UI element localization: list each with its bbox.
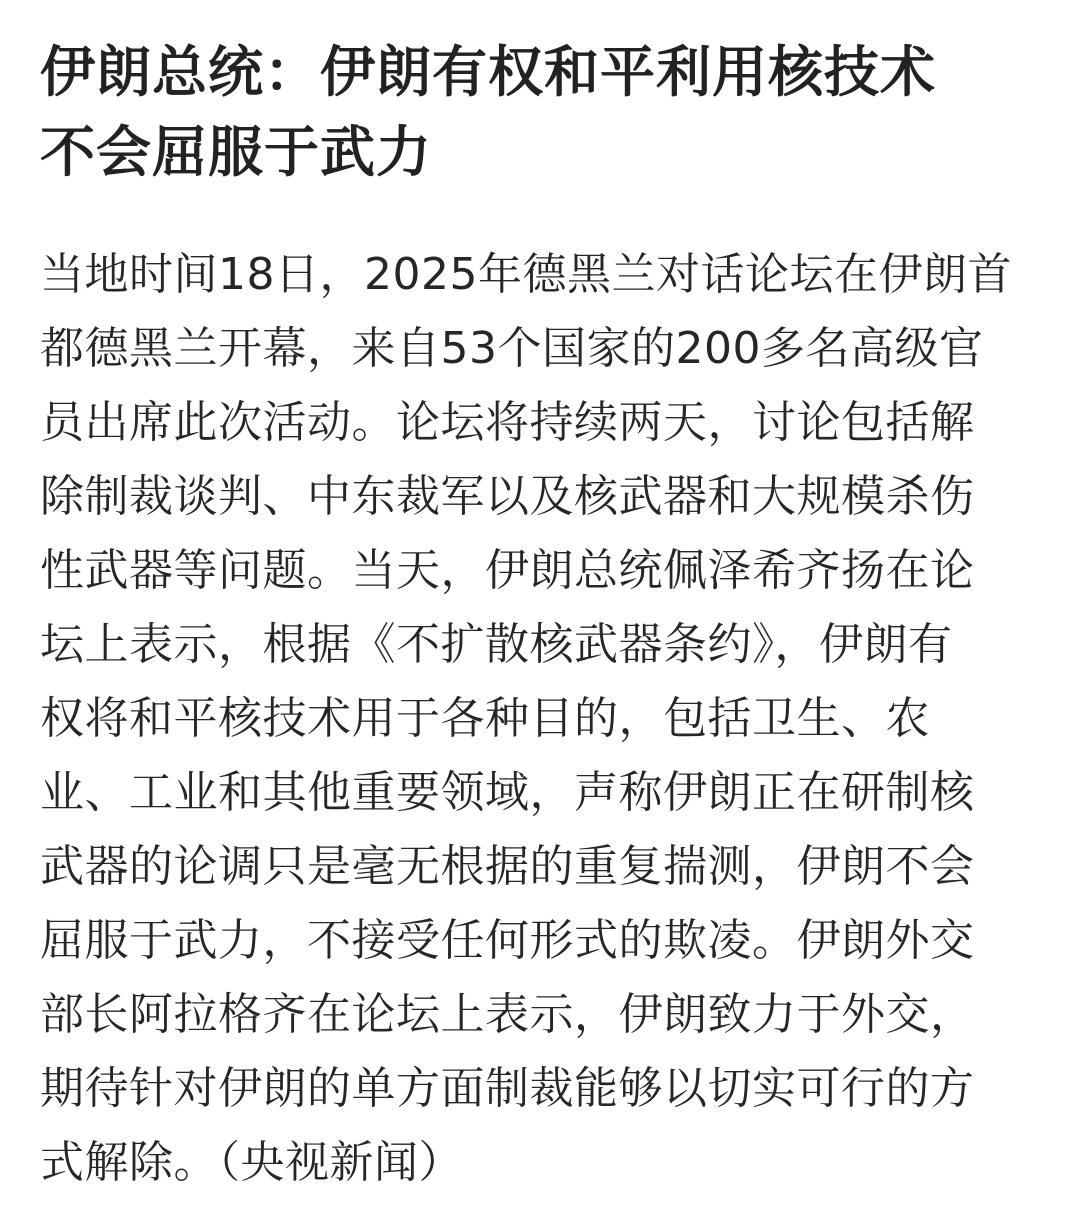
article-title [40, 32, 1044, 192]
article [40, 32, 1044, 1200]
body-line: 业、工业和其他重要领域，声称伊朗正在研制核 [40, 767, 975, 818]
body-line: 期待针对伊朗的单方面制裁能够以切实可行的方 [40, 1063, 975, 1114]
body-line: 屈服于武力，不接受任何形式的欺凌。伊朗外交 [40, 915, 975, 966]
body-line: 部长阿拉格齐在论坛上表示，伊朗致力于外交， [40, 989, 975, 1040]
title-line: 伊朗总统：伊朗有权和平利用核技术 [40, 40, 937, 104]
body-line: 权将和平核技术用于各种目的，包括卫生、农 [40, 693, 930, 744]
body-line: 当地时间18日，2025年德黑兰对话论坛在伊朗首 [40, 249, 1012, 300]
body-line: 式解除。（央视新闻） [40, 1137, 463, 1188]
body-line: 员出席此次活动。论坛将持续两天，讨论包括解 [40, 397, 975, 448]
body-line: 坛上表示，根据《不扩散核武器条约》，伊朗有 [40, 619, 953, 670]
body-line: 武器的论调只是毫无根据的重复揣测，伊朗不会 [40, 841, 975, 892]
body-line: 性武器等问题。当天，伊朗总统佩泽希齐扬在论 [40, 545, 975, 596]
body-line: 除制裁谈判、中东裁军以及核武器和大规模杀伤 [40, 471, 975, 522]
title-line: 不会屈服于武力 [40, 120, 433, 184]
article-body [40, 238, 1044, 1200]
body-line: 都德黑兰开幕，来自53个国家的200多名高级官 [40, 323, 984, 374]
